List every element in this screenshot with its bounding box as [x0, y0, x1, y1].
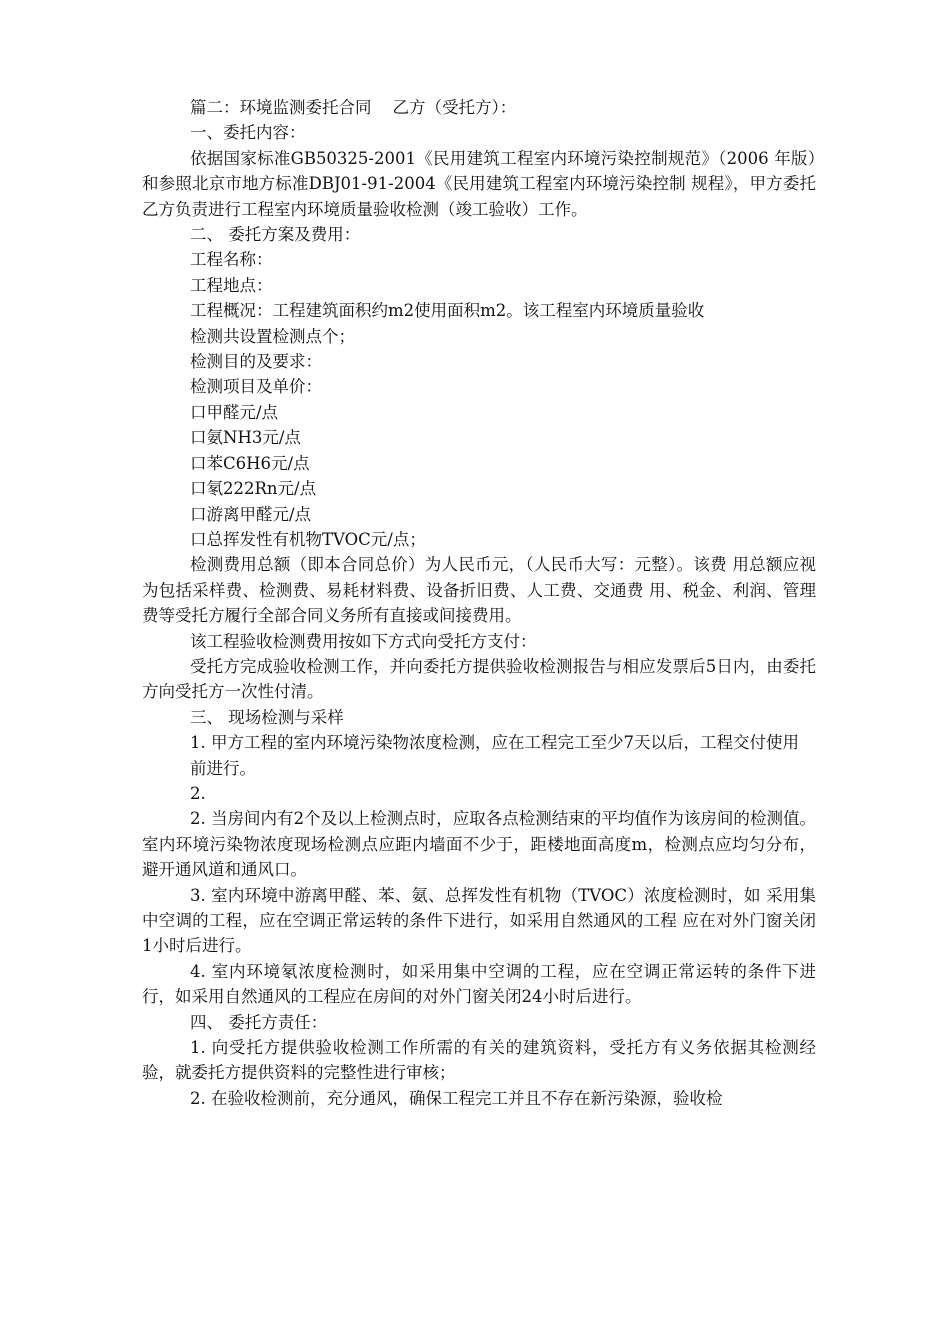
list-item-ammonia: 口氨NH3元/点 [190, 428, 301, 448]
paragraph-testing-item-4: 4. 室内环境氡浓度检测时，如采用集中空调的工程，应在空调正常运转的条件下进行，如采用自然通风的工程应在房间的对外门窗关闭24小时后进行。 [142, 961, 816, 1007]
paragraph-testing-item-3: 3. 室内环境中游离甲醛、苯、氨、总挥发性有机物（TVOC）浓度检测时，如 采用集中空调的工程，应在空调正常运转的条件下进行，如采用自然通风的工程 应在对外门窗关闭1小时后进行。 [142, 885, 816, 956]
field-project-name: 工程名称： [190, 250, 273, 270]
paragraph-testing-item-2: 2. 当房间内有2个及以上检测点时，应取各点检测结束的平均值作为该房间的检测值。室内环境污染物浓度现场检测点应距内墙面不少于，距楼地面高度m，检测点应均匀分布，避开通风道和通风口。 [142, 809, 816, 880]
section-heading-onsite-testing: 三、 现场检测与采样 [190, 707, 344, 727]
document-page [142, 95, 816, 1111]
list-item-tvoc: 口总挥发性有机物TVOC元/点； [190, 529, 426, 549]
list-item-free-formaldehyde: 口游离甲醛元/点 [190, 504, 312, 524]
paragraph-testing-item-1: 1. 甲方工程的室内环境污染物浓度检测，应在工程完工至少7天以后，工程交付使用 [190, 733, 799, 753]
paragraph-responsibility-2: 2. 在验收检测前，充分通风，确保工程完工并且不存在新污染源，验收检 [190, 1088, 723, 1108]
section-heading-contract-title: 篇二：环境监测委托合同 乙方（受托方）： [190, 98, 517, 117]
section-heading-client-responsibility: 四、 委托方责任： [190, 1012, 328, 1032]
paragraph-payment-terms: 受托方完成验收检测工作，并向委托方提供验收检测报告与相应发票后5日内，由委托方向受托方一次性付清。 [142, 656, 816, 702]
paragraph-payment-method: 该工程验收检测费用按如下方式向受托方支付： [190, 631, 537, 651]
list-item-radon: 口氡222Rn元/点 [190, 479, 317, 499]
section-heading-plan-and-fees: 二、 委托方案及费用： [190, 225, 361, 245]
list-item-formaldehyde: 口甲醛元/点 [190, 402, 279, 422]
field-test-point-count: 检测共设置检测点个； [190, 326, 355, 346]
field-project-location: 工程地点： [190, 275, 273, 295]
paragraph-responsibility-1: 1. 向受托方提供验收检测工作所需的有关的建筑资料，受托方有义务依据其检测经验，就委托方提供资料的完整性进行审核； [142, 1038, 816, 1083]
paragraph-standard-basis: 依据国家标准GB50325-2001《民用建筑工程室内环境污染控制规范》（2006 年版）和参照北京市地方标准DBJ01-91-2004《民用建筑工程室内环境污染控制 规程》，甲方委托乙方负责进行工程室内环境质量验收检测（竣工验收）工作。 [142, 148, 816, 219]
paragraph-testing-item-1-cont: 前进行。 [190, 758, 256, 778]
paragraph-total-fee: 检测费用总额（即本合同总价）为人民币元，（人民币大写：元整）。该费 用总额应视为包括采样费、检测费、易耗材料费、设备折旧费、人工费、交通费 用、税金、利润、管理费等受托方履行全部合同义务所有直接或间接费用。 [142, 555, 816, 626]
paragraph-testing-item-2-stub: 2. [190, 783, 206, 803]
field-test-purpose: 检测目的及要求： [190, 352, 322, 372]
field-project-overview: 工程概况：工程建筑面积约m2使用面积m2。该工程室内环境质量验收 [190, 301, 705, 321]
section-heading-commission-content: 一、委托内容： [190, 123, 306, 143]
field-test-items: 检测项目及单价： [190, 377, 322, 397]
list-item-benzene: 口苯C6H6元/点 [190, 453, 310, 473]
